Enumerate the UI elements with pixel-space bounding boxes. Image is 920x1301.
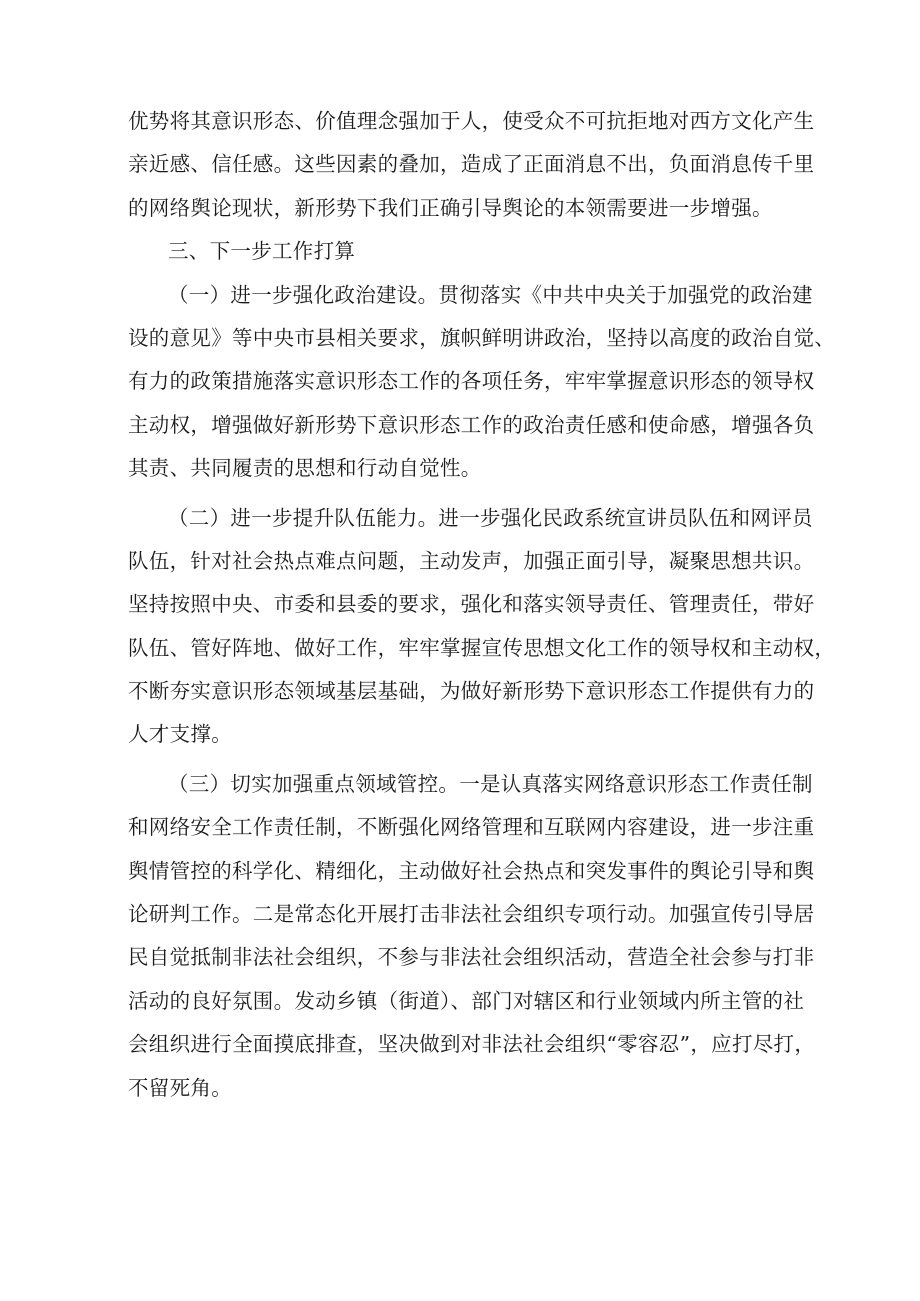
paragraph-line: 和网络安全工作责任制，不断强化网络管理和互联网内容建设，进一步注重 — [128, 815, 815, 840]
paragraph-line: 队伍、管好阵地、做好工作，牢牢掌握宣传思想文化工作的领导权和主动权， — [128, 635, 836, 660]
paragraph-line: 不留死角。 — [128, 1075, 232, 1100]
paragraph-line: 有力的政策措施落实意识形态工作的各项任务，牢牢掌握意识形态的领导权 — [128, 369, 815, 394]
intro-paragraph — [128, 100, 815, 230]
item-1-paragraph — [128, 274, 836, 491]
paragraph-line: 亲近感、信任感。这些因素的叠加，造成了正面消息不出，负面消息传千里 — [128, 152, 815, 177]
paragraph-line: （三）切实加强重点领域管控。一是认真落实网络意识形态工作责任制 — [168, 771, 813, 796]
paragraph-line: 其责、共同履责的思想和行动自觉性。 — [128, 456, 482, 481]
section-heading: 三、下一步工作打算 — [168, 239, 356, 264]
paragraph-line: （二）进一步提升队伍能力。进一步强化民政系统宣讲员队伍和网评员 — [168, 505, 813, 530]
item-2-paragraph — [128, 497, 836, 757]
paragraph-line: 人才支撑。 — [128, 722, 232, 747]
paragraph-line: 的网络舆论现状，新形势下我们正确引导舆论的本领需要进一步增强。 — [128, 195, 773, 220]
paragraph-line: 队伍，针对社会热点难点问题，主动发声，加强正面引导，凝聚思想共识。 — [128, 548, 815, 573]
document-body — [128, 100, 836, 1110]
paragraph-line: 坚持按照中央、市委和县委的要求，强化和落实领导责任、管理责任，带好 — [128, 592, 815, 617]
paragraph-line: 民自觉抵制非法社会组织，不参与非法社会组织活动，营造全社会参与打非 — [128, 945, 815, 970]
paragraph-line: 论研判工作。二是常态化开展打击非法社会组织专项行动。加强宣传引导居 — [128, 902, 815, 927]
paragraph-line: 会组织进行全面摸底排查，坚决做到对非法社会组织“零容忍”，应打尽打， — [128, 1032, 816, 1057]
paragraph-line: 优势将其意识形态、价值理念强加于人，使受众不可抗拒地对西方文化产生 — [128, 109, 815, 133]
paragraph-line: 活动的良好氛围。发动乡镇（街道）、部门对辖区和行业领域内所主管的社 — [128, 988, 805, 1013]
paragraph-line: 主动权，增强做好新形势下意识形态工作的政治责任感和使命感，增强各负 — [128, 412, 815, 437]
paragraph-line: 设的意见》等中央市县相关要求，旗帜鲜明讲政治，坚持以高度的政治自觉、 — [128, 325, 836, 350]
paragraph-line: 舆情管控的科学化、精细化，主动做好社会热点和突发事件的舆论引导和舆 — [128, 858, 815, 883]
paragraph-line: 不断夯实意识形态领域基层基础，为做好新形势下意识形态工作提供有力的 — [128, 679, 815, 704]
item-3-paragraph — [128, 763, 816, 1110]
paragraph-line: （一）进一步强化政治建设。贯彻落实《中共中央关于加强党的政治建 — [168, 282, 813, 307]
